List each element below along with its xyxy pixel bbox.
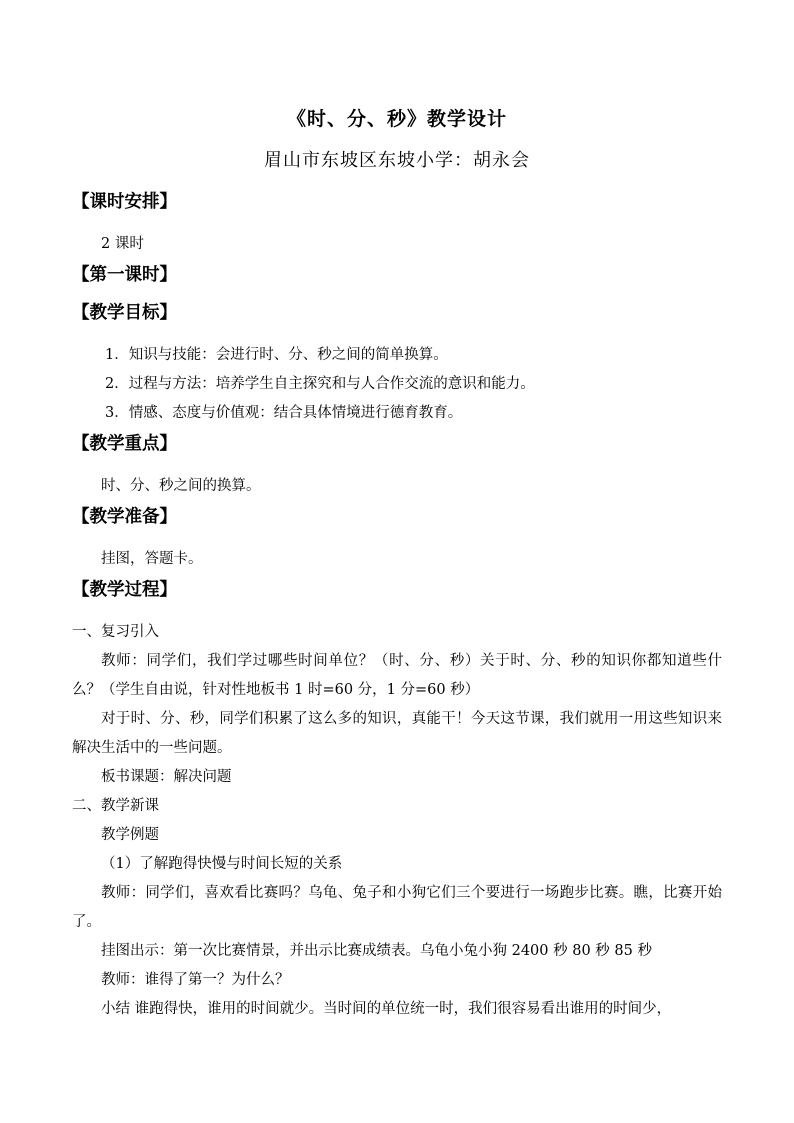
document-body — [72, 186, 722, 1024]
schedule-text: 2 课时 — [101, 236, 144, 252]
part2-paragraph-6: 小结 谁跑得快，谁用的时间就少。当时间的单位统一时，我们很容易看出谁用的时间少， — [101, 1001, 672, 1017]
part2-paragraph-4: 挂图出示：第一次比赛情景，并出示比赛成绩表。乌龟小兔小狗 2400 秒 80 秒 85 秒 — [101, 943, 652, 959]
heading-goals: 【教学目标】 — [72, 303, 177, 323]
part2-paragraph-3: 教师：同学们，喜欢看比赛吗？乌龟、兔子和小狗它们三个要进行一场跑步比赛。瞧，比赛开始了。 — [72, 885, 722, 930]
heading-focus: 【教学重点】 — [72, 434, 177, 454]
goal-item-1: 1．知识与技能：会进行时、分、秒之间的简单换算。 — [105, 347, 448, 363]
part2-paragraph-2: （1）了解跑得快慢与时间长短的关系 — [101, 856, 343, 872]
part1-paragraph-2: 对于时、分、秒，同学们积累了这么多的知识，真能干！今天这节课，我们就用一用这些知识来解决生活中的一些问题。 — [72, 711, 722, 756]
part2-paragraph-1: 教学例题 — [101, 827, 159, 843]
part2-title: 二、教学新课 — [72, 798, 159, 814]
goal-item-3: 3．情感、态度与价值观：结合具体情境进行德育教育。 — [105, 405, 463, 421]
part1-title: 一、复习引入 — [72, 624, 159, 640]
heading-prep: 【教学准备】 — [72, 507, 177, 527]
part2-paragraph-5: 教师：谁得了第一？为什么？ — [101, 972, 290, 988]
heading-schedule: 【课时安排】 — [72, 192, 177, 212]
heading-first-lesson: 【第一课时】 — [72, 265, 177, 285]
heading-process: 【教学过程】 — [72, 580, 177, 600]
prep-text: 挂图，答题卡。 — [101, 551, 203, 567]
focus-text: 时、分、秒之间的换算。 — [101, 478, 261, 494]
part1-paragraph-3: 板书课题：解决问题 — [101, 769, 232, 785]
document-title: 《时、分、秒》教学设计 — [286, 108, 507, 130]
author-byline: 眉山市东坡区东坡小学：胡永会 — [264, 150, 530, 171]
goal-item-2: 2．过程与方法：培养学生自主探究和与人合作交流的意识和能力。 — [105, 376, 535, 392]
part1-paragraph-1: 教师：同学们，我们学过哪些时间单位？（时、分、秒）关于时、分、秒的知识你都知道些什么？（学生自由说，针对性地板书 1 时=60 分，1 分=60 秒） — [72, 653, 722, 698]
